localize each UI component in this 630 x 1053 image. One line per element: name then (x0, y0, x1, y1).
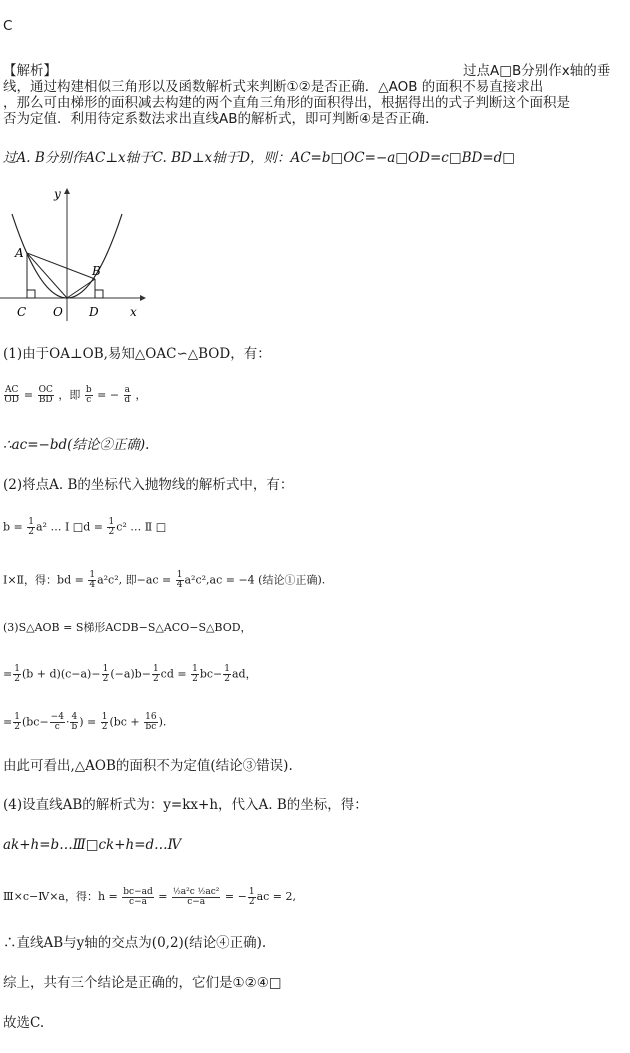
label-B: B (92, 264, 101, 278)
eq-text: = − (224, 890, 247, 903)
segment-AB (27, 253, 95, 279)
fraction-half: $\frac{1}{2}$ (248, 886, 255, 907)
eq-text: Ⅰ×Ⅱ，得：bd = (3, 573, 88, 587)
fraction-half: $\frac{1}{2}$ (14, 664, 20, 684)
eq-text: b = (3, 520, 27, 534)
y-axis-arrow (64, 188, 70, 194)
part1-conclusion: ∴ac=−bd(结论②正确). (3, 437, 150, 453)
frac-num: b (85, 385, 92, 395)
fraction-quarter: $\frac{1}{4}$ (176, 570, 183, 590)
label-O: O (53, 305, 63, 319)
label-x: x (130, 305, 137, 319)
eq-text: a²c²,ac = −4 (结论①正确). (184, 573, 326, 587)
part4-equations: ak+h=b…Ⅲ□ck+h=d…Ⅳ (3, 837, 182, 853)
eq-text: ，即 (58, 388, 81, 402)
eq-text: Ⅲ×c−Ⅳ×a，得：h = (3, 890, 122, 903)
frac-num: AC (5, 385, 19, 395)
eq-text: · (65, 715, 70, 729)
setup-line: 过A. B分别作AC⊥x轴于C. BD⊥x轴于D，则：AC=b□OC=−a□OD=c□BD=d□ (3, 150, 516, 166)
fraction-half: $\frac{1}{2}$ (101, 712, 108, 732)
segment-OB (67, 279, 95, 298)
part4-calculation: Ⅲ×c−Ⅳ×a，得：h = $\frac{bc-ad}{c-a}$ = $\frac{\text{½a²c ½ac²}}{c-a}$ = − $\frac{1}{2}$ ac = 2, (3, 886, 296, 907)
fraction-quarter: $\frac{1}{4}$ (89, 570, 96, 590)
right-angle-mark-D (95, 290, 103, 298)
segment-OA (27, 253, 67, 298)
eq-text: a² … Ⅰ □d = (36, 520, 107, 534)
part3-line-3: = $\frac{1}{2}$ (bc− $\frac{-4}{c}$ · $\frac{4}{b}$ ) = $\frac{1}{2}$ (bc + $\frac{16}{bc}$ ). (3, 712, 167, 732)
fraction-half: $\frac{1}{2}$ (192, 664, 198, 684)
eq-text: cd = (160, 667, 191, 681)
frac-num: OC (38, 385, 53, 395)
frac-num: a (124, 385, 130, 395)
fraction: $\frac{bc-ad}{c-a}$ (123, 886, 153, 907)
part3-intro: (3)S△AOB = S梯形ACDB−S△ACO−S△BOD， (3, 621, 252, 634)
parabola-figure (0, 186, 150, 326)
part2-equation-1 (3, 518, 166, 537)
label-D: D (89, 305, 99, 319)
eq-text: ， (135, 388, 147, 402)
frac-den: d (124, 395, 131, 405)
part2-intro: (2)将点A. B的坐标代入抛物线的解析式中，有： (3, 477, 294, 493)
frac-den: c (86, 395, 92, 405)
eq-text: ) = (79, 715, 100, 729)
eq-text: (bc− (21, 715, 49, 729)
fraction (38, 386, 54, 405)
part1-intro: (1)由于OA⊥OB,易知△OAC∽△BOD，有： (3, 346, 271, 362)
fraction-half: $\frac{1}{2}$ (108, 517, 115, 537)
eq-text: bc− (199, 667, 223, 681)
analysis-line-4: 否为定值．利用待定系数法求出直线AB的解析式，即可判断④是否正确． (3, 111, 439, 127)
right-angle-mark-C (27, 290, 35, 298)
eq-text: ac = 2, (256, 890, 296, 903)
answer-letter: C (3, 18, 13, 34)
fraction-half: $\frac{1}{2}$ (14, 712, 20, 732)
part4-intro: (4)设直线AB的解析式为：y=kx+h，代入A. B的坐标，得： (3, 797, 368, 813)
frac-den: BD (38, 395, 53, 405)
part3-conclusion: 由此可看出,△AOB的面积不为定值(结论③错误). (3, 758, 293, 774)
fraction-half: $\frac{1}{2}$ (224, 664, 230, 684)
part3-line-2: = $\frac{1}{2}$ (b + d)(c−a)− $\frac{1}{2}$ (−a)b− $\frac{1}{2}$ cd = $\frac{1}{2}$ bc− $\frac{1}{2}$ ad， (3, 664, 257, 684)
fraction: $\frac{4}{b}$ (71, 712, 78, 732)
fraction: $\frac{16}{bc}$ (145, 712, 157, 732)
label-A: A (15, 246, 24, 260)
label-y: y (54, 187, 61, 201)
analysis-tag: 【解析】 (3, 63, 57, 79)
x-axis-arrow (140, 295, 146, 301)
frac-den: OD (4, 395, 19, 405)
analysis-right-text: 过点A□B分别作x轴的垂 (463, 63, 611, 79)
part2-equation-2 (3, 571, 325, 590)
fraction (124, 386, 131, 405)
eq-text: a²c², 即−ac = (97, 573, 175, 587)
analysis-line-2: 线，通过构建相似三角形以及函数解析式来判断①②是否正确．△AOB 的面积不易直接求出 (3, 79, 544, 95)
eq-text: (b + d)(c−a)− (21, 667, 101, 681)
final-line: 故选C. (3, 1015, 45, 1031)
fraction-half: $\frac{1}{2}$ (152, 664, 159, 684)
eq-text: (−a)b− (110, 667, 151, 681)
eq-text: ad， (231, 667, 257, 681)
part1-equation: $\frac{AC}{OD}$ = $\frac{OC}{BD}$ ，即 $\frac{b}{c}$ = − $\frac{a}{d}$ ， (4, 385, 147, 405)
eq-text: = − (97, 388, 120, 402)
eq-text: ). (158, 715, 167, 729)
fraction (85, 386, 93, 405)
fraction: $\frac{-4}{c}$ (50, 712, 64, 732)
analysis-line-3: ，那么可由梯形的面积减去构建的两个直角三角形的面积得出，根据得出的式子判断这个面积是 (3, 95, 570, 111)
fraction (4, 386, 19, 405)
label-C: C (17, 305, 27, 319)
fraction-half: $\frac{1}{2}$ (28, 517, 34, 537)
summary-line: 综上，共有三个结论是正确的，它们是①②④□ (3, 975, 282, 991)
eq-text: c² … Ⅱ □ (116, 520, 167, 534)
fraction: $\frac{\text{½a²c ½ac²}}{c-a}$ (172, 887, 220, 907)
eq-text: (bc + (109, 715, 144, 729)
fraction-half: $\frac{1}{2}$ (102, 664, 109, 684)
part4-conclusion: ∴直线AB与y轴的交点为(0,2)(结论④正确). (3, 935, 267, 951)
